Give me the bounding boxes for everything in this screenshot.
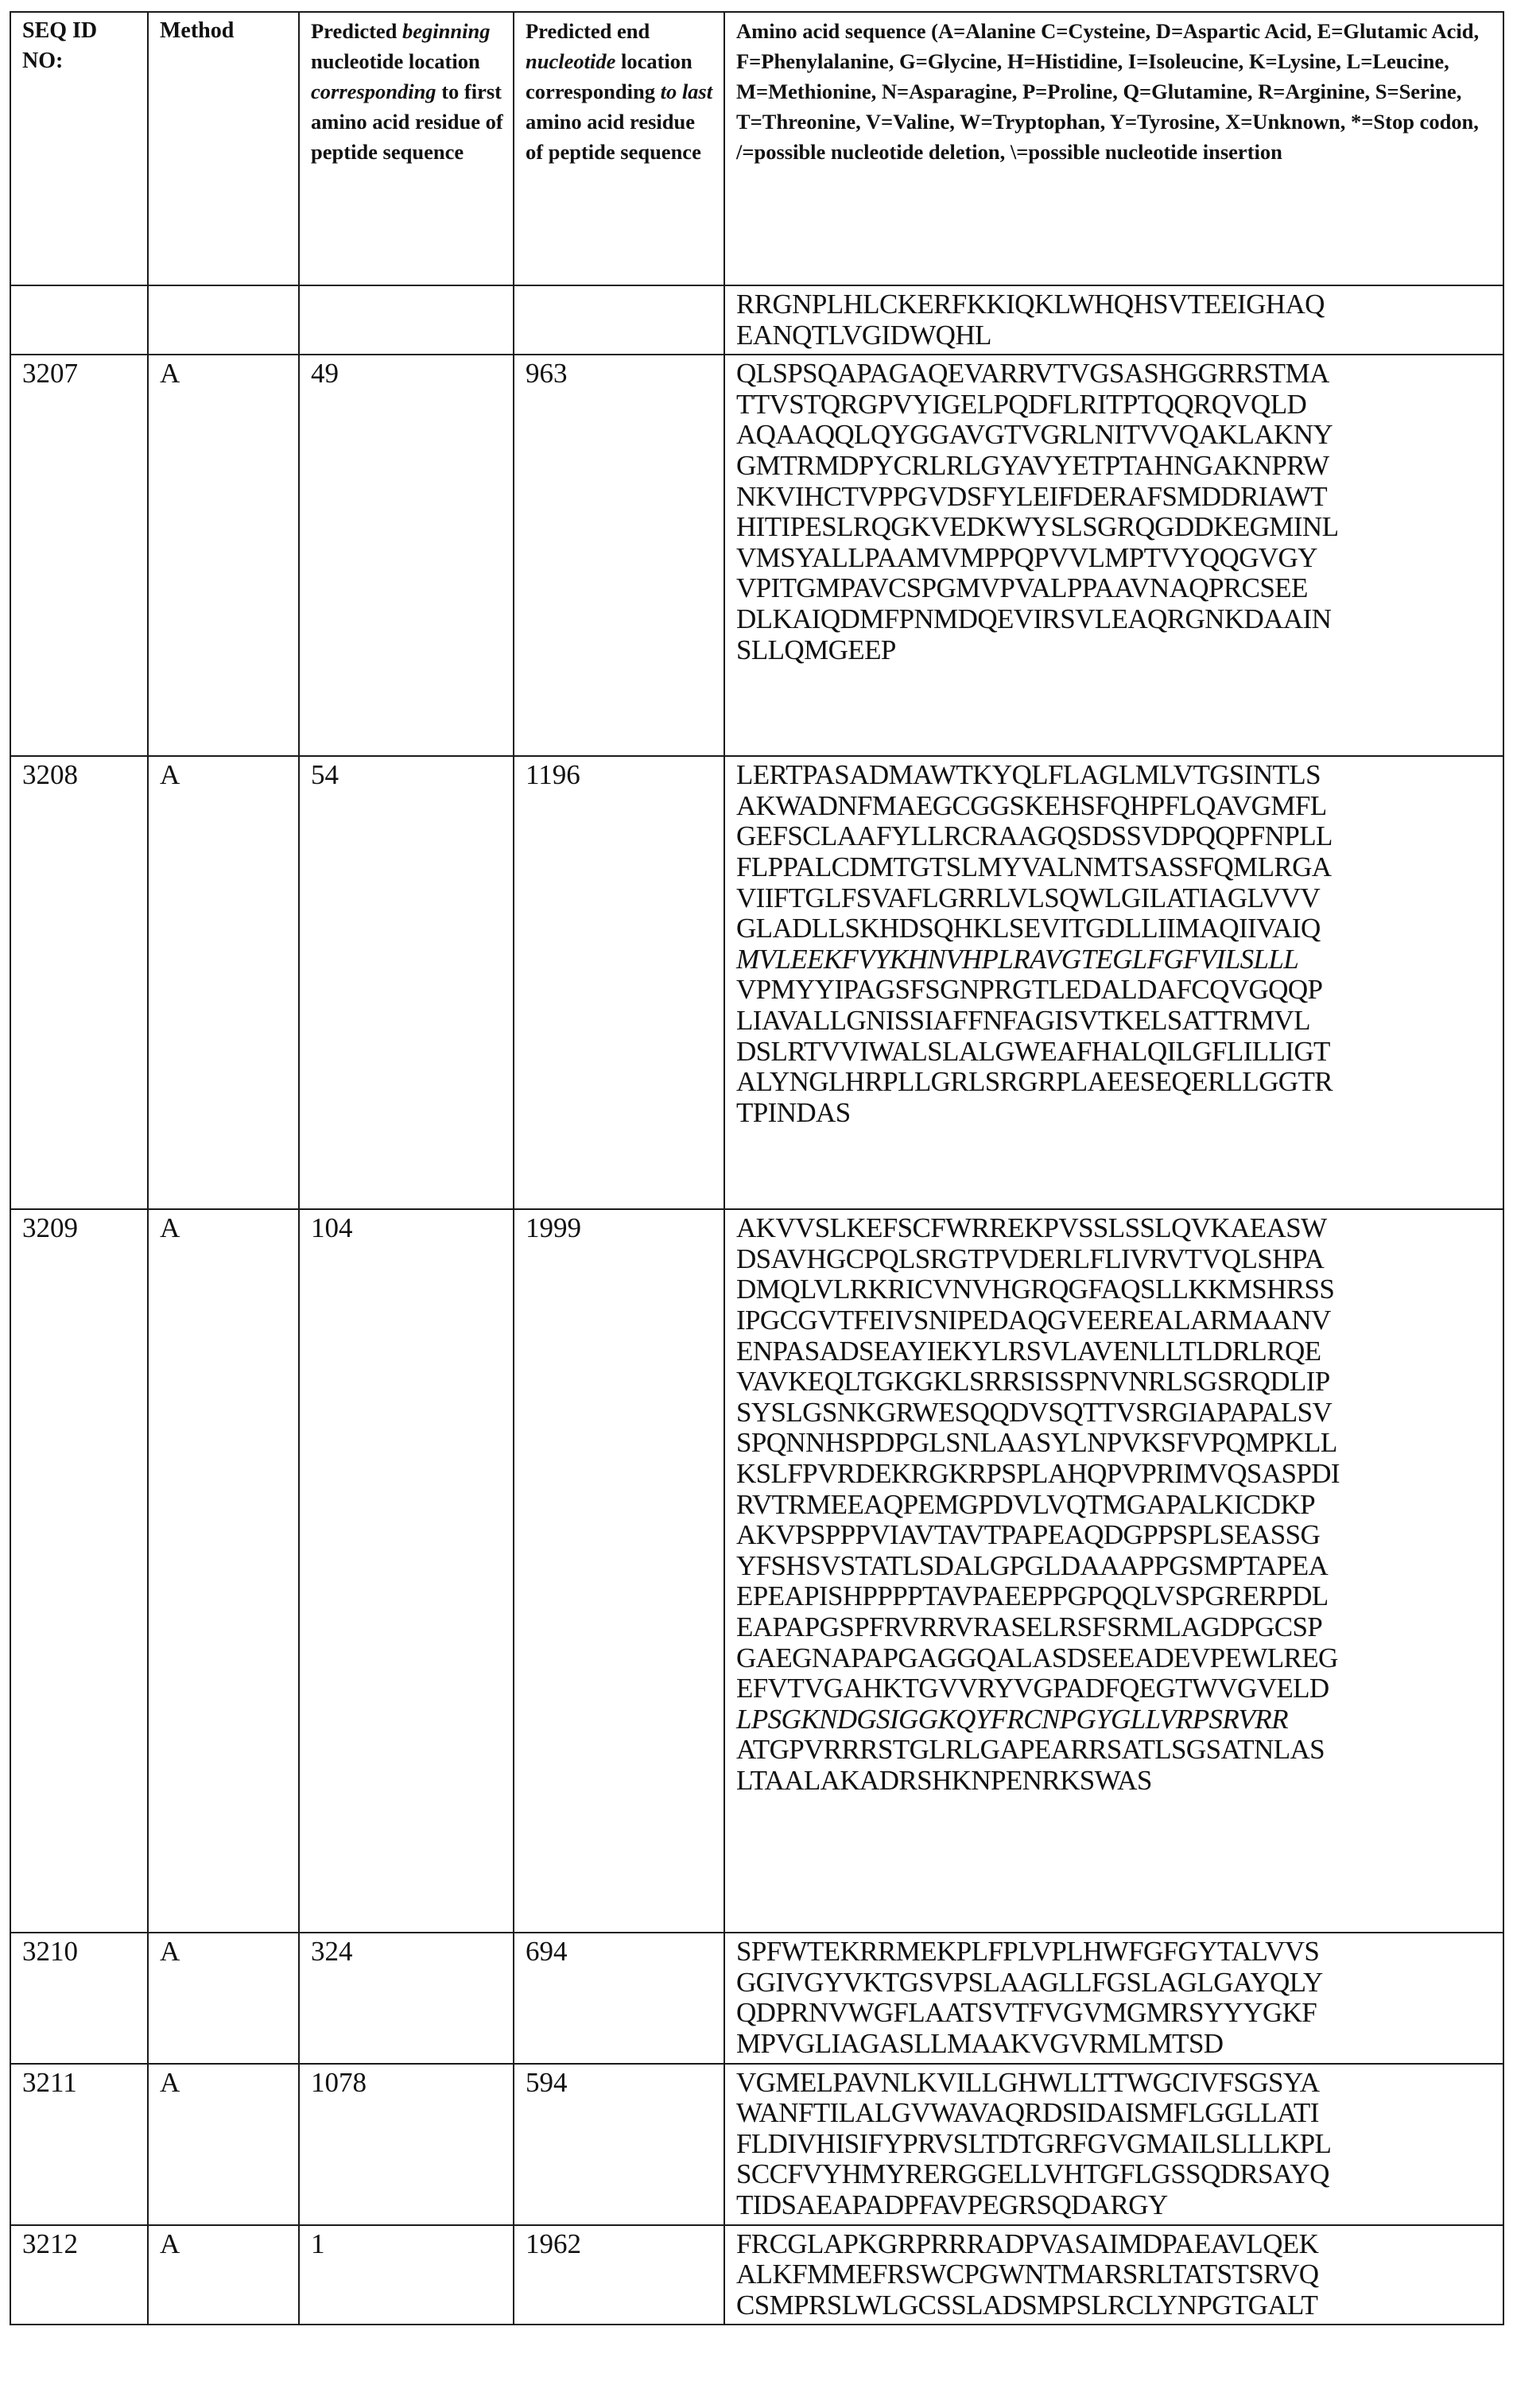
sequence-line: GMTRMDPYCRLRLGYAVYETPTAHNGAKNPRW xyxy=(736,449,1329,481)
header-text-italic: corresponding xyxy=(311,79,436,103)
cell-begin: 1078 xyxy=(299,2064,514,2225)
sequence-line: TIDSAEAPADPFAVPEGRSQDARGY xyxy=(736,2189,1168,2220)
cell-seq-id: 3211 xyxy=(10,2064,148,2225)
cell-begin: 324 xyxy=(299,1933,514,2063)
cell-end: 594 xyxy=(514,2064,724,2225)
header-method: Method xyxy=(148,12,299,285)
cell-sequence xyxy=(724,1933,1503,2063)
cell-begin: 1 xyxy=(299,2225,514,2325)
cell-sequence xyxy=(724,2064,1503,2225)
sequence-line: HITIPESLRQGKVEDKWYSLSGRQGDDKEGMINL xyxy=(736,511,1339,543)
header-text: Predicted xyxy=(311,19,403,43)
cell-end: 1999 xyxy=(514,1209,724,1933)
header-predicted-end xyxy=(514,12,724,285)
sequence-line: LTAALAKADRSHKNPENRKSWAS xyxy=(736,1764,1152,1796)
cell-end: 1962 xyxy=(514,2225,724,2325)
sequence-line: AKVPSPPPVIAVTAVTPAPEAQDGPPSPLSEASSG xyxy=(736,1519,1321,1551)
sequence-line: SCCFVYHMYRERGGELLVHTGFLGSSQDRSAYQ xyxy=(736,2158,1329,2190)
sequence-line: MPVGLIAGASLLMAAKVGVRMLMTSD xyxy=(736,2027,1224,2059)
header-text: amino acid residue of peptide sequence xyxy=(526,110,701,164)
sequence-line: EFVTVGAHKTGVVRYVGPADFQEGTWVGVELD xyxy=(736,1673,1329,1704)
cell-begin xyxy=(299,285,514,355)
sequence-line: FRCGLAPKGRPRRRADPVASAIMDPAEAVLQEK xyxy=(736,2228,1319,2259)
sequence-line: TTVSTQRGPVYIGELPQDFLRITPTQQRQVQLD xyxy=(736,388,1307,420)
cell-end xyxy=(514,285,724,355)
cell-seq-id: 3208 xyxy=(10,756,148,1209)
sequence-line: QLSPSQAPAGAQEVARRVTVGSASHGGRRSTMA xyxy=(736,358,1329,390)
sequence-line: NKVIHCTVPPGVDSFYLEIFDERAFSMDDRIAWT xyxy=(736,480,1327,512)
table-row xyxy=(10,355,1503,756)
sequence-line: RVTRMEEAQPEMGPDVLVQTMGAPALKICDKP xyxy=(736,1488,1316,1520)
sequence-line: YFSHSVSTATLSDALGPGLDAAAPPGSMPTAPEA xyxy=(736,1549,1329,1581)
table-row xyxy=(10,2225,1503,2325)
table-body xyxy=(10,285,1503,2325)
cell-end: 1196 xyxy=(514,756,724,1209)
cell-method: A xyxy=(148,1933,299,2063)
header-amino-acid-sequence xyxy=(724,12,1503,285)
header-text: to first amino acid residue of peptide sequence xyxy=(311,79,503,164)
cell-sequence xyxy=(724,2225,1503,2325)
cell-sequence xyxy=(724,355,1503,756)
sequence-line: LERTPASADMAWTKYQLFLAGLMLVTGSINTLS xyxy=(736,759,1321,791)
table-row-continuation xyxy=(10,285,1503,355)
cell-seq-id: 3212 xyxy=(10,2225,148,2325)
cell-seq-id xyxy=(10,285,148,355)
cell-method: A xyxy=(148,2225,299,2325)
sequence-line: LIAVALLGNISSIAFFNFAGISVTKELSATTRMVL xyxy=(736,1004,1310,1036)
sequence-line: KSLFPVRDEKRGKRPSPLAHQPVPRIMVQSASPDI xyxy=(736,1457,1340,1489)
sequence-line: VMSYALLPAAMVMPPQPVVLMPTVYQQGVGY xyxy=(736,541,1317,573)
sequence-line: CSMPRSLWLGCSSLADSMPSLRCLYNPGTGALT xyxy=(736,2289,1318,2321)
sequence-line: SPQNNHSPDPGLSNLAASYLNPVKSFVPQMPKLL xyxy=(736,1427,1337,1459)
sequence-line: GLADLLSKHDSQHKLSEVITGDLLIIMAQIIVAIQ xyxy=(736,913,1321,944)
cell-method: A xyxy=(148,1209,299,1933)
sequence-line: VAVKEQLTGKGKLSRRSISSPNVNRLSGSRQDLIP xyxy=(736,1366,1330,1398)
cell-method: A xyxy=(148,2064,299,2225)
cell-end: 694 xyxy=(514,1933,724,2063)
sequence-line: LPSGKNDGSIGGKQYFRCNPGYGLLVRPSRVRR xyxy=(736,1703,1288,1735)
header-seq-id: SEQ ID NO: xyxy=(10,12,148,285)
sequence-line: ATGPVRRRSTGLRLGAPEARRSATLSGSATNLAS xyxy=(736,1734,1325,1766)
cell-seq-id: 3207 xyxy=(10,355,148,756)
cell-seq-id: 3210 xyxy=(10,1933,148,2063)
sequence-line: GEFSCLAAFYLLRCRAAGQSDSSVDPQQPFNPLL xyxy=(736,820,1333,852)
header-predicted-beginning xyxy=(299,12,514,285)
sequence-line: SPFWTEKRRMEKPLFPLVPLHWFGFGYTALVVS xyxy=(736,1936,1320,1968)
table-row xyxy=(10,1209,1503,1933)
sequence-line: SYSLGSNKGRWESQQDVSQTTVSRGIAPAPALSV xyxy=(736,1396,1333,1428)
sequence-line: DSAVHGCPQLSRGTPVDERLFLIVRVTVQLSHPA xyxy=(736,1243,1325,1274)
sequence-line: AQAAQQLQYGGAVGTVGRLNITVVQAKLAKNY xyxy=(736,419,1333,451)
header-text-italic: to last xyxy=(660,79,713,103)
sequence-line: FLPPALCDMTGTSLMYVALNMTSASSFQMLRGA xyxy=(736,851,1332,882)
sequence-line: EAPAPGSPFRVRRVRASELRSFSRMLAGDPGCSP xyxy=(736,1611,1323,1642)
sequence-line: DSLRTVVIWALSLALGWEAFHALQILGFLILLIGT xyxy=(736,1035,1330,1067)
sequence-line: GGIVGYVKTGSVPSLAAGLLFGSLAGLGAYQLY xyxy=(736,1966,1323,1998)
sequence-line: VGMELPAVNLKVILLGHWLLTTWGCIVFSGSYA xyxy=(736,2066,1320,2098)
sequence-line: DLKAIQDMFPNMDQEVIRSVLEAQRGNKDAAIN xyxy=(736,603,1332,634)
sequence-line: AKVVSLKEFSCFWRREKPVSSLSSLQVKAEASW xyxy=(736,1212,1327,1244)
sequence-line: VPMYYIPAGSFSGNPRGTLEDALDAFCQVGQQP xyxy=(736,974,1323,1006)
cell-begin: 49 xyxy=(299,355,514,756)
cell-seq-id: 3209 xyxy=(10,1209,148,1933)
cell-end: 963 xyxy=(514,355,724,756)
sequence-line: EANQTLVGIDWQHL xyxy=(736,319,991,351)
sequence-line: ALKFMMEFRSWCPGWNTMARSRLTATSTSRVQ xyxy=(736,2259,1319,2290)
sequence-line: VPITGMPAVCSPGMVPVALPPAAVNAQPRCSEE xyxy=(736,572,1308,604)
sequence-table xyxy=(10,11,1504,2325)
cell-begin: 104 xyxy=(299,1209,514,1933)
sequence-line: SLLQMGEEP xyxy=(736,634,896,665)
sequence-line: TPINDAS xyxy=(736,1096,851,1128)
sequence-line: RRGNPLHLCKERFKKIQKLWHQHSVTEEIGHAQ xyxy=(736,289,1325,320)
sequence-line: ENPASADSEAYIEKYLRSVLAVENLLTLDRLRQE xyxy=(736,1335,1321,1367)
table-header-row xyxy=(10,12,1503,285)
sequence-line: QDPRNVWGFLAATSVTFVGVMGMRSYYYGKF xyxy=(736,1997,1317,2029)
header-text-italic: beginning xyxy=(402,19,491,43)
sequence-line: DMQLVLRKRICVNVHGRQGFAQSLLKKMSHRSS xyxy=(736,1274,1335,1305)
cell-sequence xyxy=(724,1209,1503,1933)
table-row xyxy=(10,2064,1503,2225)
sequence-line: ALYNGLHRPLLGRLSRGRPLAEESEQERLLGGTR xyxy=(736,1066,1333,1098)
cell-begin: 54 xyxy=(299,756,514,1209)
cell-sequence xyxy=(724,285,1503,355)
header-text: location corresponding xyxy=(526,49,692,103)
cell-sequence xyxy=(724,756,1503,1209)
sequence-line: GAEGNAPAPGAGGQALASDSEEADEVPEWLREG xyxy=(736,1642,1338,1673)
sequence-line: WANFTILALGVWAVAQRDSIDAISMFLGGLLATI xyxy=(736,2097,1319,2129)
cell-method: A xyxy=(148,355,299,756)
sequence-line: IPGCGVTFEIVSNIPEDAQGVEEREALARMAANV xyxy=(736,1304,1331,1336)
header-text: nucleotide location xyxy=(311,49,480,73)
table-row xyxy=(10,756,1503,1209)
sequence-line: AKWADNFMAEGCGGSKEHSFQHPFLQAVGMFL xyxy=(736,789,1327,821)
table-row xyxy=(10,1933,1503,2063)
cell-method: A xyxy=(148,756,299,1209)
header-text: Amino acid sequence (A=Alanine C=Cysteine, D=Aspartic Acid, E=Glutamic Acid, F=Phenylalanine, G=Glycine, H=Histidine, I=Isoleucine, K=Lysine, L=Leucine, M=Methionine, N=Asparagine, P=Proline, Q=Glutamine, R=Arginine, S=Serine, T=Threonine, V=Valine, W=Tryptophan, Y=Tyrosine, X=Unknown, *=Stop codon, /=possible nucleotide deletion, \=possible nucleotide insertion xyxy=(736,19,1480,164)
cell-method xyxy=(148,285,299,355)
sequence-line: EPEAPISHPPPPTAVPAEEPPGPQQLVSPGRERPDL xyxy=(736,1580,1329,1612)
sequence-line: FLDIVHISIFYPRVSLTDTGRFGVGMAILSLLLKPL xyxy=(736,2127,1332,2159)
sequence-line: MVLEEKFVYKHNVHPLRAVGTEGLFGFVILSLLL xyxy=(736,943,1299,975)
header-text: Predicted end xyxy=(526,19,650,43)
header-text-italic: nucleotide xyxy=(526,49,616,73)
sequence-line: VIIFTGLFSVAFLGRRLVLSQWLGILATIAGLVVV xyxy=(736,882,1321,913)
